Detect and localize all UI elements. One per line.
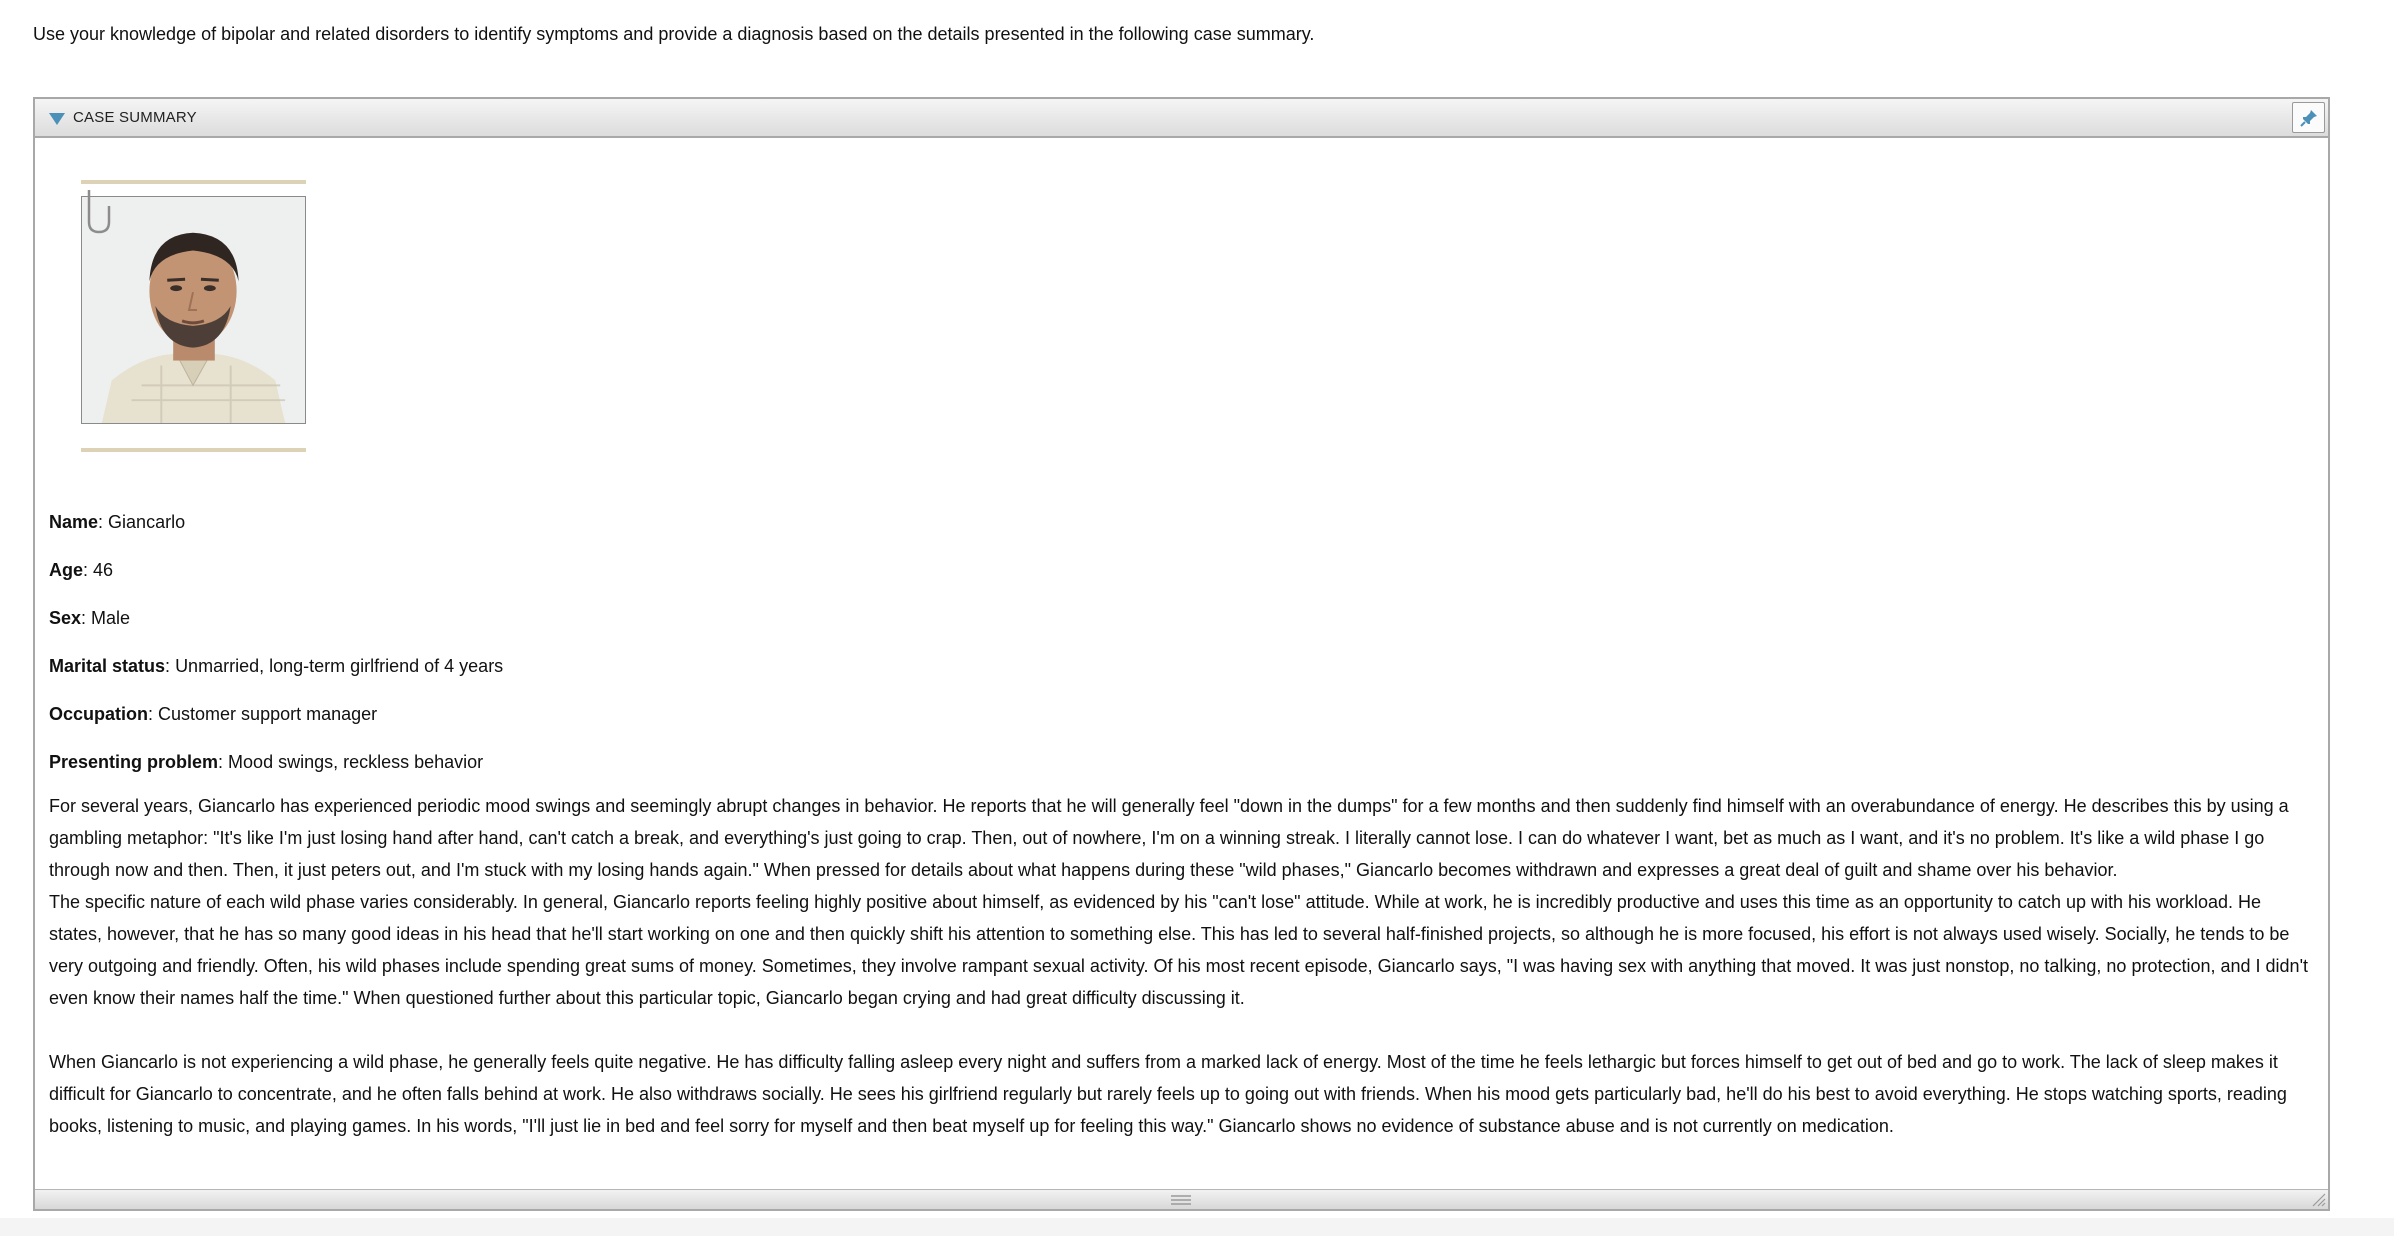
field-label: Occupation — [49, 704, 149, 724]
field-value: Giancarlo — [108, 512, 186, 532]
field-occupation: Occupation: Customer support manager — [49, 704, 378, 724]
photo-frame — [81, 180, 306, 452]
case-paragraph-2: The specific nature of each wild phase varies considerably. In general, Giancarlo reports feeling highly positive about himself, as evidenced by his "can't lose" attitude. While at work, he is incredibly productive and uses this time as an opportunity to catch up with his workload. He states, however, that he has so many good ideas in his head that he'll start working on one and then quickly shift his attention to something else. This has led to several half-finished projects, so although he is more focused, his effort is not always used wisely. Socially, he tends to be very outgoing and friendly. Often, his wild phases include spending great sums of money. Sometimes, they involve rampant sexual activity. Of his most recent episode, Giancarlo says, "I was having sex with anything that moved. It was just nonstop, no talking, no protection, and I didn't even know their names half the time." When questioned further about this particular topic, Giancarlo began crying and had great difficulty discussing it. — [49, 892, 2308, 1008]
paper-clip-icon — [81, 182, 115, 236]
panel-body — [35, 140, 2328, 1189]
panel-footer — [35, 1189, 2328, 1209]
field-label: Presenting problem — [49, 752, 219, 772]
field-presenting-problem: Presenting problem: Mood swings, reckless behavior — [49, 752, 484, 772]
field-sex: Sex: Male — [49, 608, 131, 628]
field-marital-status: Marital status: Unmarried, long-term girlfriend of 4 years — [49, 656, 504, 676]
field-age: Age: 46 — [49, 560, 114, 580]
panel-header[interactable] — [35, 99, 2328, 138]
case-paragraph-3: When Giancarlo is not experiencing a wild phase, he generally feels quite negative. He has difficulty falling asleep every night and suffers from a marked lack of energy. Most of the time he feels lethargic but forces himself to get out of bed and go to work. The lack of sleep makes it difficult for Giancarlo to concentrate, and he often falls behind at work. He also withdraws socially. He sees his girlfriend regularly but rarely feels up to going out with friends. When his mood gets particularly bad, he'll do his best to avoid everything. He stops watching sports, reading books, listening to music, and playing games. In his words, "I'll just lie in bed and feel sorry for myself and then beat myself up for feeling this way." Giancarlo shows no evidence of substance abuse and is not currently on medication. — [49, 1052, 2287, 1136]
pin-icon — [2300, 109, 2318, 127]
pin-button[interactable] — [2292, 102, 2325, 133]
drag-handle-icon[interactable] — [1170, 1194, 1192, 1206]
field-label: Name — [49, 512, 99, 532]
instructions-text: Use your knowledge of bipolar and related disorders to identify symptoms and provide a diagnosis based on the details presented in the following case summary. — [33, 24, 1315, 44]
portrait-image — [82, 197, 305, 423]
bottom-strip — [0, 1218, 2394, 1236]
field-value: Male — [91, 608, 131, 628]
field-value: Mood swings, reckless behavior — [228, 752, 484, 772]
case-paragraph-1: For several years, Giancarlo has experienced periodic mood swings and seemingly abrupt changes in behavior. He reports that he will generally feel "down in the dumps" for a few months and then suddenly find himself with an overabundance of energy. He describes this by using a gambling metaphor: "It's like I'm just losing hand after hand, can't catch a break, and everything's just going to crap. Then, out of nowhere, I'm on a winning streak. I literally cannot lose. I can do whatever I want, bet as much as I want, and it's no problem. It's like a wild phase I go through now and then. Then, it just peters out, and I'm stuck with my losing hands again." When pressed for details about what happens during these "wild phases," Giancarlo becomes withdrawn and expresses a great deal of guilt and shame over his behavior. — [49, 796, 2289, 880]
panel-title[interactable]: CASE SUMMARY — [73, 109, 197, 126]
field-label: Age — [49, 560, 84, 580]
field-value: Unmarried, long-term girlfriend of 4 years — [175, 656, 504, 676]
case-summary-panel — [33, 97, 2330, 1211]
field-label: Marital status — [49, 656, 166, 676]
field-value: Customer support manager — [158, 704, 378, 724]
field-name: Name: Giancarlo — [49, 512, 186, 532]
triangle-down-icon[interactable] — [48, 112, 66, 126]
field-label: Sex — [49, 608, 82, 628]
field-value: 46 — [93, 560, 114, 580]
resize-grip-icon[interactable] — [2312, 1193, 2326, 1207]
